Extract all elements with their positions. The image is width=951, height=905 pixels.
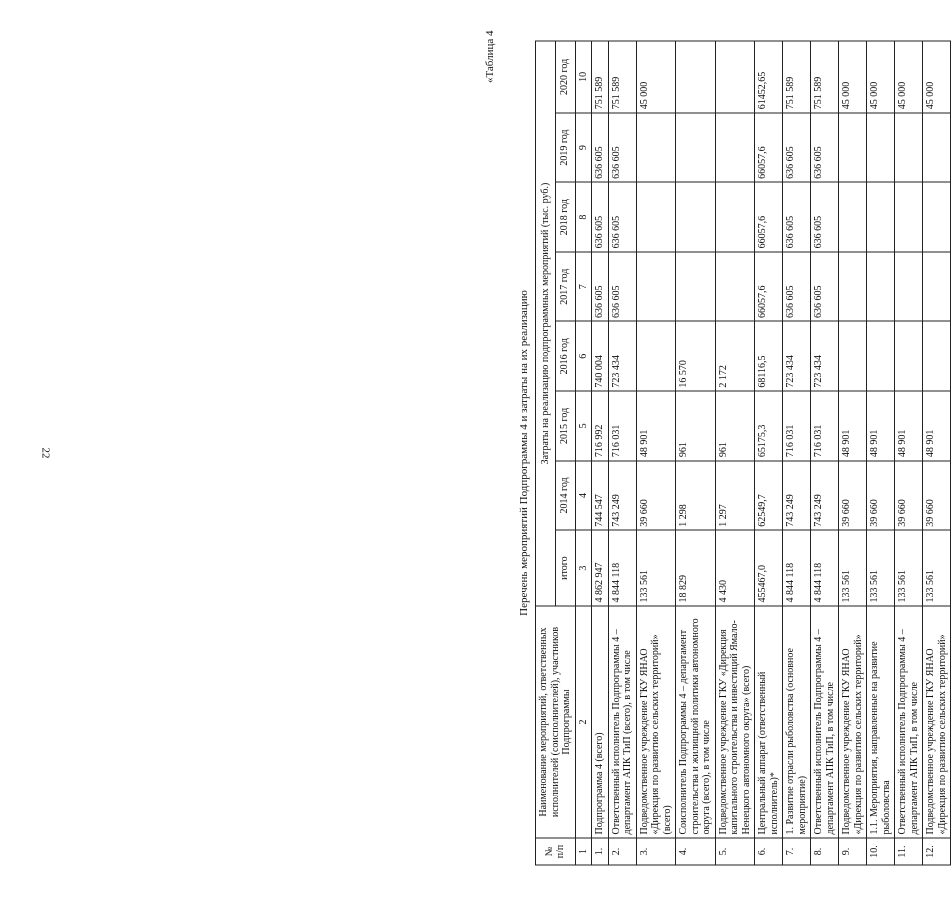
row-number: 12. bbox=[923, 838, 951, 865]
row-value: 16 570 bbox=[676, 321, 716, 391]
row-value: 66057,6 bbox=[755, 182, 783, 252]
row-value bbox=[923, 182, 951, 252]
row-value: 45 000 bbox=[923, 41, 951, 113]
table-caption: «Таблица 4 bbox=[484, 30, 496, 83]
row-value bbox=[839, 182, 867, 252]
row-value: 716 031 bbox=[811, 391, 839, 461]
row-value: 4 862 947 bbox=[592, 530, 609, 606]
row-number: 3. bbox=[636, 838, 676, 865]
table-row bbox=[608, 41, 636, 865]
row-value bbox=[839, 251, 867, 321]
row-value: 48 901 bbox=[839, 391, 867, 461]
row-value: 48 901 bbox=[867, 391, 895, 461]
column-number: 7 bbox=[575, 251, 592, 321]
row-value: 66057,6 bbox=[755, 112, 783, 182]
row-value: 751 589 bbox=[783, 41, 811, 113]
row-number: 1. bbox=[592, 838, 609, 865]
row-value: 18 829 bbox=[676, 530, 716, 606]
row-value: 636 605 bbox=[783, 112, 811, 182]
row-name: 1. Развитие отрасли рыболовства (основное мероприятие) bbox=[783, 606, 811, 838]
table-row bbox=[755, 41, 783, 865]
row-value bbox=[839, 112, 867, 182]
row-value: 716 031 bbox=[783, 391, 811, 461]
row-value: 636 605 bbox=[592, 112, 609, 182]
row-number: 8. bbox=[811, 838, 839, 865]
table-row bbox=[811, 41, 839, 865]
header-costs: Затраты на реализацию подпрограммных мероприятий (тыс. руб.) bbox=[536, 41, 556, 606]
row-value: 740 004 bbox=[592, 321, 609, 391]
row-value: 723 434 bbox=[783, 321, 811, 391]
row-value: 39 660 bbox=[895, 460, 923, 530]
row-value: 751 589 bbox=[592, 41, 609, 113]
row-value: 133 561 bbox=[867, 530, 895, 606]
row-value: 1 298 bbox=[676, 460, 716, 530]
row-value: 39 660 bbox=[839, 460, 867, 530]
row-value: 2 172 bbox=[715, 321, 755, 391]
table-row bbox=[592, 41, 609, 865]
row-value: 743 249 bbox=[608, 460, 636, 530]
row-value bbox=[636, 182, 676, 252]
row-name: Подведомственное учреждение ГКУ ЯНАО «Дирекция по развитию сельских территорий» (всего) bbox=[636, 606, 676, 838]
row-value: 133 561 bbox=[895, 530, 923, 606]
row-value: 4 844 118 bbox=[811, 530, 839, 606]
table-row bbox=[839, 41, 867, 865]
table-row bbox=[783, 41, 811, 865]
row-value: 133 561 bbox=[923, 530, 951, 606]
row-value: 39 660 bbox=[923, 460, 951, 530]
row-name: Ответственный исполнитель Подпрограммы 4 – департамент АПК ТиП, в том числе bbox=[895, 606, 923, 838]
row-value: 66057,6 bbox=[755, 251, 783, 321]
row-value bbox=[867, 251, 895, 321]
row-name: Подведомственное учреждение ГКУ ЯНАО «Дирекция по развитию сельских территорий» bbox=[923, 606, 951, 838]
table-row bbox=[676, 41, 716, 865]
row-value: 45 000 bbox=[839, 41, 867, 113]
row-value: 636 605 bbox=[783, 182, 811, 252]
header-year: 2018 год bbox=[555, 182, 575, 252]
row-value: 636 605 bbox=[811, 182, 839, 252]
column-number: 2 bbox=[575, 606, 592, 838]
header-year: 2014 год bbox=[555, 460, 575, 530]
row-value: 636 605 bbox=[592, 182, 609, 252]
row-value bbox=[636, 321, 676, 391]
row-value bbox=[676, 112, 716, 182]
row-name: Соисполнитель Подпрограммы 4 – департамент строительства и жилищной политики автономного округа (всего), в том числе bbox=[676, 606, 716, 838]
row-value bbox=[895, 251, 923, 321]
row-value: 723 434 bbox=[608, 321, 636, 391]
row-value bbox=[676, 182, 716, 252]
row-value: 133 561 bbox=[636, 530, 676, 606]
row-value: 1 297 bbox=[715, 460, 755, 530]
row-value: 961 bbox=[676, 391, 716, 461]
header-num: № п/п bbox=[536, 838, 576, 865]
row-name: Центральный аппарат (ответственный исполнитель)* bbox=[755, 606, 783, 838]
column-numbers-row bbox=[575, 41, 592, 865]
row-number: 5. bbox=[715, 838, 755, 865]
row-value bbox=[676, 41, 716, 113]
header-year: итого bbox=[555, 530, 575, 606]
column-number: 9 bbox=[575, 112, 592, 182]
row-value bbox=[715, 251, 755, 321]
row-value: 45 000 bbox=[895, 41, 923, 113]
row-value bbox=[923, 251, 951, 321]
row-value: 45 000 bbox=[636, 41, 676, 113]
row-name: Подведомственное учреждение ГКУ «Дирекция капитального строительства и инвестиций Ямало-Ненецкого автономного округа» (всего) bbox=[715, 606, 755, 838]
row-value: 4 844 118 bbox=[783, 530, 811, 606]
row-value: 636 605 bbox=[608, 182, 636, 252]
row-number: 9. bbox=[839, 838, 867, 865]
row-number: 10. bbox=[867, 838, 895, 865]
column-number: 1 bbox=[575, 838, 592, 865]
row-value: 48 901 bbox=[923, 391, 951, 461]
table-row bbox=[636, 41, 676, 865]
table-row bbox=[895, 41, 923, 865]
row-value: 636 605 bbox=[608, 112, 636, 182]
row-number: 6. bbox=[755, 838, 783, 865]
row-value bbox=[715, 182, 755, 252]
row-value bbox=[867, 112, 895, 182]
column-number: 5 bbox=[575, 391, 592, 461]
row-value: 65175,3 bbox=[755, 391, 783, 461]
row-value bbox=[895, 182, 923, 252]
row-value: 743 249 bbox=[811, 460, 839, 530]
row-number: 11. bbox=[895, 838, 923, 865]
row-value bbox=[715, 41, 755, 113]
column-number: 10 bbox=[575, 41, 592, 113]
row-number: 4. bbox=[676, 838, 716, 865]
costs-table bbox=[535, 40, 951, 865]
header-row bbox=[536, 41, 556, 865]
row-value: 39 660 bbox=[636, 460, 676, 530]
row-value bbox=[867, 321, 895, 391]
header-name: Наименование мероприятий, ответственных исполнителей (соисполнителей), участников Подпрограммы bbox=[536, 606, 576, 838]
table-row bbox=[715, 41, 755, 865]
row-value bbox=[923, 112, 951, 182]
row-value bbox=[923, 321, 951, 391]
row-name: Ответственный исполнитель Подпрограммы 4 – департамент АПК ТиП, в том числе bbox=[811, 606, 839, 838]
row-value: 751 589 bbox=[608, 41, 636, 113]
row-value bbox=[636, 112, 676, 182]
header-year: 2016 год bbox=[555, 321, 575, 391]
column-number: 4 bbox=[575, 460, 592, 530]
header-year: 2017 год bbox=[555, 251, 575, 321]
row-value: 48 901 bbox=[895, 391, 923, 461]
column-number: 3 bbox=[575, 530, 592, 606]
row-value: 4 430 bbox=[715, 530, 755, 606]
row-value bbox=[895, 321, 923, 391]
row-value: 744 547 bbox=[592, 460, 609, 530]
row-value bbox=[839, 321, 867, 391]
header-year: 2020 год bbox=[555, 41, 575, 113]
row-value: 636 605 bbox=[811, 112, 839, 182]
page-number: 22 bbox=[39, 447, 52, 459]
row-value: 743 249 bbox=[783, 460, 811, 530]
row-value: 716 031 bbox=[608, 391, 636, 461]
row-value bbox=[867, 182, 895, 252]
row-value: 636 605 bbox=[783, 251, 811, 321]
header-year: 2015 год bbox=[555, 391, 575, 461]
row-name: Подпрограмма 4 (всего) bbox=[592, 606, 609, 838]
row-value: 751 589 bbox=[811, 41, 839, 113]
table-title: Перечень мероприятий Подпрограммы 4 и затраты на их реализацию bbox=[518, 289, 530, 616]
row-value: 636 605 bbox=[608, 251, 636, 321]
column-number: 8 bbox=[575, 182, 592, 252]
row-value bbox=[895, 112, 923, 182]
row-value bbox=[636, 251, 676, 321]
row-value: 68116,5 bbox=[755, 321, 783, 391]
row-value: 455467,0 bbox=[755, 530, 783, 606]
row-number: 7. bbox=[783, 838, 811, 865]
row-name: 1.1. Мероприятия, направленные на развитие рыболовства bbox=[867, 606, 895, 838]
row-value: 39 660 bbox=[867, 460, 895, 530]
table-row bbox=[923, 41, 951, 865]
row-value: 61452,65 bbox=[755, 41, 783, 113]
row-value: 4 844 118 bbox=[608, 530, 636, 606]
row-number: 2. bbox=[608, 838, 636, 865]
row-value: 45 000 bbox=[867, 41, 895, 113]
row-value: 961 bbox=[715, 391, 755, 461]
table-body bbox=[592, 41, 951, 865]
row-value: 716 992 bbox=[592, 391, 609, 461]
row-value: 636 605 bbox=[811, 251, 839, 321]
row-value: 723 434 bbox=[811, 321, 839, 391]
row-value bbox=[715, 112, 755, 182]
row-value bbox=[676, 251, 716, 321]
row-value: 48 901 bbox=[636, 391, 676, 461]
row-name: Подведомственное учреждение ГКУ ЯНАО «Дирекция по развитию сельских территорий» bbox=[839, 606, 867, 838]
row-value: 133 561 bbox=[839, 530, 867, 606]
row-value: 62549,7 bbox=[755, 460, 783, 530]
column-number: 6 bbox=[575, 321, 592, 391]
row-name: Ответственный исполнитель Подпрограммы 4 – департамент АПК ТиП (всего), в том числе bbox=[608, 606, 636, 838]
table-row bbox=[867, 41, 895, 865]
header-year: 2019 год bbox=[555, 112, 575, 182]
row-value: 636 605 bbox=[592, 251, 609, 321]
